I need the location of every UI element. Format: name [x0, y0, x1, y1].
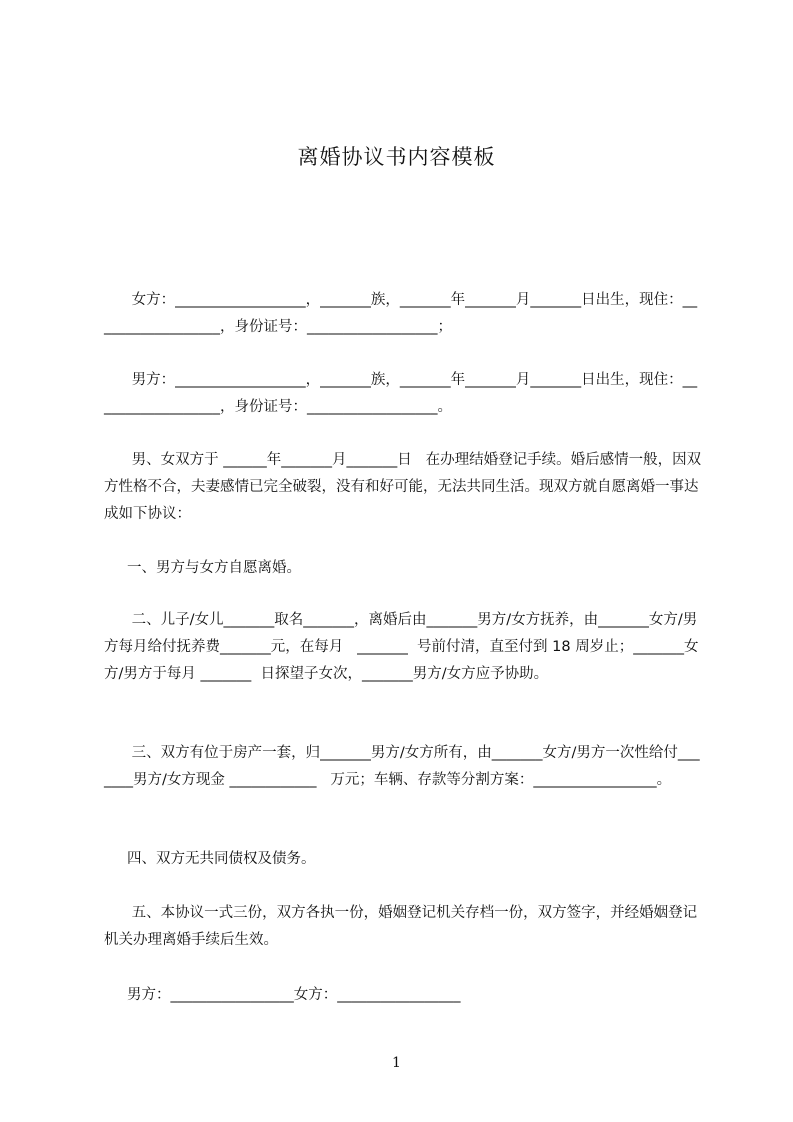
marriage-background: 男、女双方于 ______年_______月_______日 在办理结婚登记手续。婚后感情一般，因双方性格不合，夫妻感情已完全破裂，没有和好可能，无法共同生活。现双方就自愿离婚一事达成如下协议：: [104, 452, 702, 522]
clause-4-debts: 四、双方无共同债权及债务。: [104, 851, 316, 867]
party-female-info: 女方：__________________，_______族，_______年_______月_______日出生，现住：__________________，身份证号：__________________；: [104, 292, 698, 335]
clause-2-child-custody: 二、儿子/女儿_______取名_______，离婚后由_______男方/女方抚养，由_______女方/男方每月给付抚养费_______元，在每月 _______ 号前付清，直至付到 18 周岁止；_______女方/男方于每月 _______ 日探望子女次，_______男方/女方应予协助。: [104, 612, 699, 682]
clause-5-effectiveness: 五、本协议一式三份，双方各执一份，婚姻登记机关存档一份，双方签字，并经婚姻登记机关办理离婚手续后生效。: [104, 905, 698, 948]
page-number: 1: [392, 1055, 401, 1071]
signature-line: 男方：_________________女方：_________________: [104, 987, 461, 1003]
clause-3-property: 三、双方有位于房产一套，归_______男方/女方所有，由_______女方/男方一次性给付_______男方/女方现金 ____________ 万元；车辆、存款等分割方案：_________________。: [104, 745, 700, 788]
party-male-info: 男方：__________________，_______族，_______年_______月_______日出生，现住：__________________，身份证号：__________________。: [104, 372, 698, 415]
clause-1-divorce: 一、男方与女方自愿离婚。: [104, 560, 302, 576]
document-title: 离婚协议书内容模板: [297, 145, 496, 169]
